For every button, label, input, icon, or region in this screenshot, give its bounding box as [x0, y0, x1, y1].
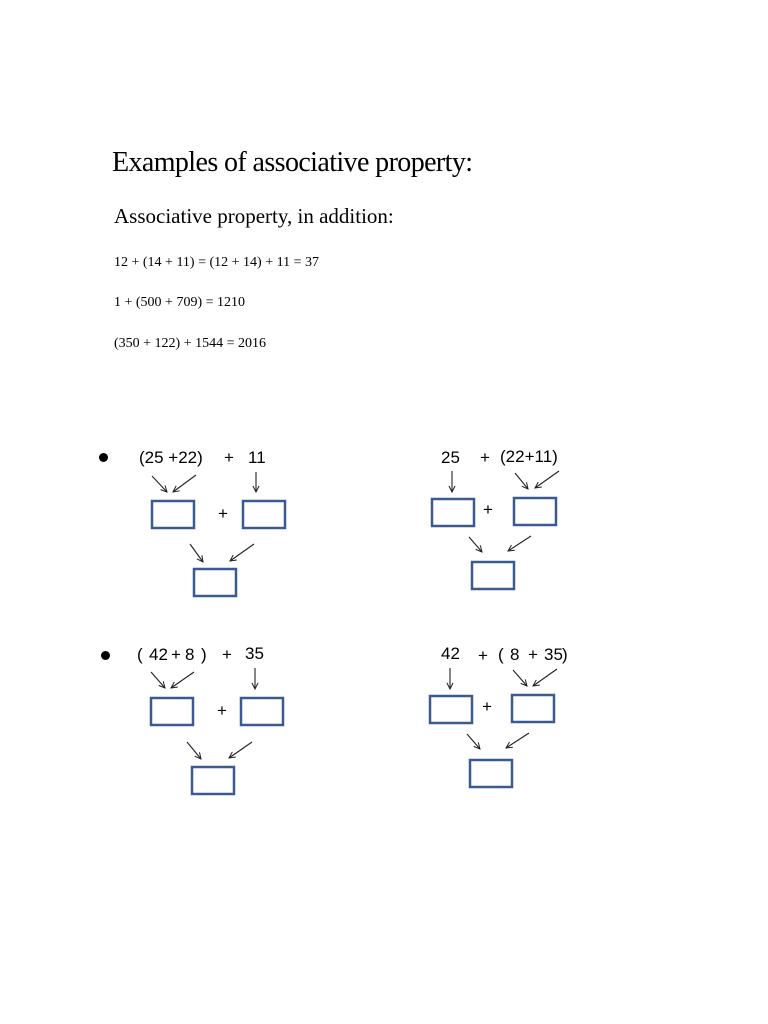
diagram-3-arrow: [171, 672, 194, 688]
diagram-2: [432, 447, 559, 589]
diagram-4-open: (: [498, 645, 504, 664]
example-equation-3: (350 + 122) + 1544 = 2016: [114, 336, 267, 351]
diagram-4-answer-box[interactable]: [430, 696, 472, 723]
diagram-4-arrow: [467, 734, 480, 749]
diagram-4-plus: +: [482, 697, 492, 716]
diagram-1-single: 11: [248, 448, 266, 467]
diagram-4: [430, 644, 568, 787]
diagram-4-b: 35: [544, 645, 563, 664]
diagram-3-a: 42: [149, 645, 168, 664]
diagram-1-result-box[interactable]: [194, 569, 236, 596]
diagram-3-operator: +: [222, 645, 232, 664]
diagram-2-arrow: [469, 537, 482, 552]
diagram-1-arrow: [230, 544, 254, 561]
diagram-4-arrow: [506, 733, 529, 748]
diagram-3: [137, 644, 283, 794]
diagram-2-answer-box[interactable]: [432, 499, 474, 526]
diagram-4-arrow: [513, 670, 527, 686]
diagram-3-result-box[interactable]: [192, 767, 234, 794]
diagram-4-single: 42: [441, 644, 460, 663]
diagram-3-answer-box[interactable]: [241, 698, 283, 725]
diagram-2-arrow: [508, 536, 531, 551]
diagram-1-answer-box[interactable]: [243, 501, 285, 528]
diagram-2-arrow: [515, 473, 528, 489]
diagram-1-arrow: [190, 544, 203, 562]
diagram-4-close: ): [562, 645, 568, 664]
diagram-4-result-box[interactable]: [470, 760, 512, 787]
diagram-1: [139, 448, 285, 596]
diagram-4-answer-box[interactable]: [512, 695, 554, 722]
diagram-4-a: 8: [510, 645, 520, 664]
example-equation-1: 12 + (14 + 11) = (12 + 14) + 11 = 37: [114, 255, 319, 270]
diagram-1-group: (25 +22): [139, 448, 203, 467]
diagram-3-arrow: [187, 742, 201, 759]
diagram-3-inner-plus: +: [171, 645, 181, 664]
diagram-2-result-box[interactable]: [472, 562, 514, 589]
page-title: Examples of associative property:: [112, 147, 473, 178]
diagram-3-answer-box[interactable]: [151, 698, 193, 725]
diagram-2-plus: +: [483, 500, 493, 519]
diagram-2-answer-box[interactable]: [514, 498, 556, 525]
diagram-3-arrow: [151, 672, 165, 688]
section-title: Associative property, in addition:: [114, 204, 394, 228]
diagram-3-arrow: [229, 742, 252, 758]
diagram-4-arrow: [533, 669, 557, 686]
example-equation-2: 1 + (500 + 709) = 1210: [114, 295, 246, 310]
diagram-1-arrow: [152, 476, 167, 492]
diagram-2-operator: +: [480, 448, 490, 467]
diagram-3-close: ): [201, 645, 207, 664]
diagram-1-operator: +: [224, 448, 234, 467]
diagram-2-single: 25: [441, 448, 460, 467]
diagram-3-single: 35: [245, 644, 264, 663]
diagram-1-answer-box[interactable]: [152, 501, 194, 528]
diagram-4-inner-plus: +: [528, 645, 538, 664]
diagram-1-arrow: [173, 475, 196, 492]
diagram-2-group: (22+11): [500, 447, 558, 466]
diagram-3-open: (: [137, 645, 143, 664]
diagram-2-arrow: [535, 471, 559, 488]
diagram-1-plus: +: [218, 504, 228, 523]
diagram-4-operator: +: [478, 646, 488, 665]
diagram-3-b: 8: [185, 645, 195, 664]
diagram-3-plus: +: [217, 701, 227, 720]
